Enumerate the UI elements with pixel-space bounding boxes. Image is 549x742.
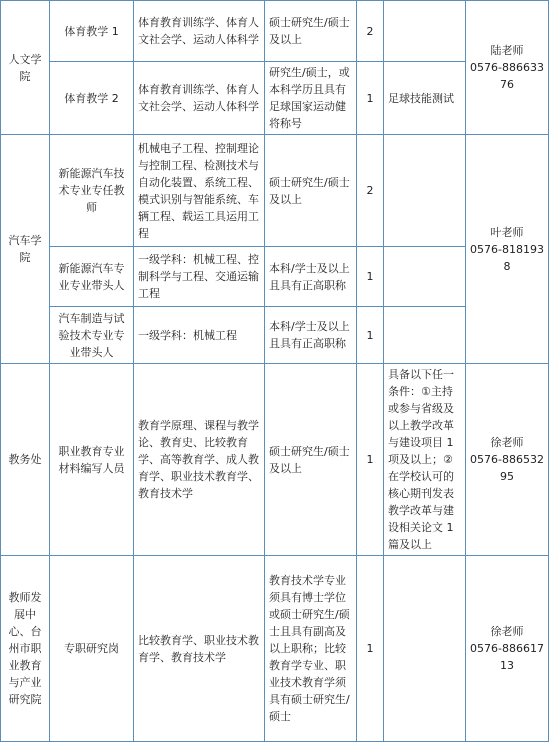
other-cell: [384, 556, 466, 742]
education-cell: 硕士研究生/硕士及以上: [265, 135, 357, 247]
unit-cell: 汽车学院: [1, 135, 50, 364]
education-cell: 研究生/硕士，或本科学历且具有足球国家运动健将称号: [265, 62, 357, 135]
contact-cell: 徐老师 0576-88661713: [466, 556, 549, 742]
major-cell: 体育教育训练学、体育人文社会学、运动人体科学: [134, 62, 265, 135]
post-cell: 新能源汽车专业专业带头人: [50, 247, 134, 307]
other-cell: 具备以下任一条件：①主持或参与省级及以上教学改革与建设项目 1 项及以上；②在学校认可的核心期刊发表教学改革与建设相关论文 1 篇及以上: [384, 364, 466, 556]
unit-cell: 人文学院: [1, 1, 50, 135]
major-cell: 体育教育训练学、体育人文社会学、运动人体科学: [134, 1, 265, 62]
count-cell: 1: [357, 556, 384, 742]
count-cell: 1: [357, 62, 384, 135]
count-cell: 2: [357, 135, 384, 247]
other-cell: [384, 307, 466, 364]
post-cell: 汽车制造与试验技术专业专业带头人: [50, 307, 134, 364]
major-cell: 机械电子工程、控制理论与控制工程、检测技术与自动化装置、系统工程、模式识别与智能系统、车辆工程、载运工具运用工程: [134, 135, 265, 247]
table-row: [1, 364, 549, 556]
count-cell: 1: [357, 307, 384, 364]
contact-cell: 叶老师 0576-8181938: [466, 135, 549, 364]
major-cell: 比较教育学、职业技术教育学、教育技术学: [134, 556, 265, 742]
education-cell: 教育技术学专业须具有博士学位或硕士研究生/硕士且具有副高及以上职称；比较教育学专业、职业技术教育学须具有硕士研究生/硕士: [265, 556, 357, 742]
count-cell: 1: [357, 247, 384, 307]
table-row: [1, 556, 549, 742]
other-cell: 足球技能测试: [384, 62, 466, 135]
post-cell: 体育教学 1: [50, 1, 134, 62]
unit-cell: 教师发展中心、台州市职业教育与产业研究院: [1, 556, 50, 742]
unit-cell: 教务处: [1, 364, 50, 556]
education-cell: 本科/学士及以上且具有正高职称: [265, 247, 357, 307]
post-cell: 体育教学 2: [50, 62, 134, 135]
post-cell: 新能源汽车技术专业专任教师: [50, 135, 134, 247]
major-cell: 一级学科：机械工程、控制科学与工程、交通运输工程: [134, 247, 265, 307]
other-cell: [384, 247, 466, 307]
major-cell: 教育学原理、课程与教学论、教育史、比较教育学、高等教育学、成人教育学、职业技术教育学、教育技术学: [134, 364, 265, 556]
education-cell: 本科/学士及以上且具有正高职称: [265, 307, 357, 364]
contact-cell: 陆老师 0576-88663376: [466, 1, 549, 135]
table-row: [1, 1, 549, 62]
major-cell: 一级学科：机械工程: [134, 307, 265, 364]
count-cell: 2: [357, 1, 384, 62]
other-cell: [384, 1, 466, 62]
contact-cell: 徐老师 0576-88653295: [466, 364, 549, 556]
post-cell: 专职研究岗: [50, 556, 134, 742]
other-cell: [384, 135, 466, 247]
education-cell: 硕士研究生/硕士及以上: [265, 364, 357, 556]
post-cell: 职业教育专业材料编写人员: [50, 364, 134, 556]
count-cell: 1: [357, 364, 384, 556]
education-cell: 硕士研究生/硕士及以上: [265, 1, 357, 62]
table-row: [1, 135, 549, 247]
